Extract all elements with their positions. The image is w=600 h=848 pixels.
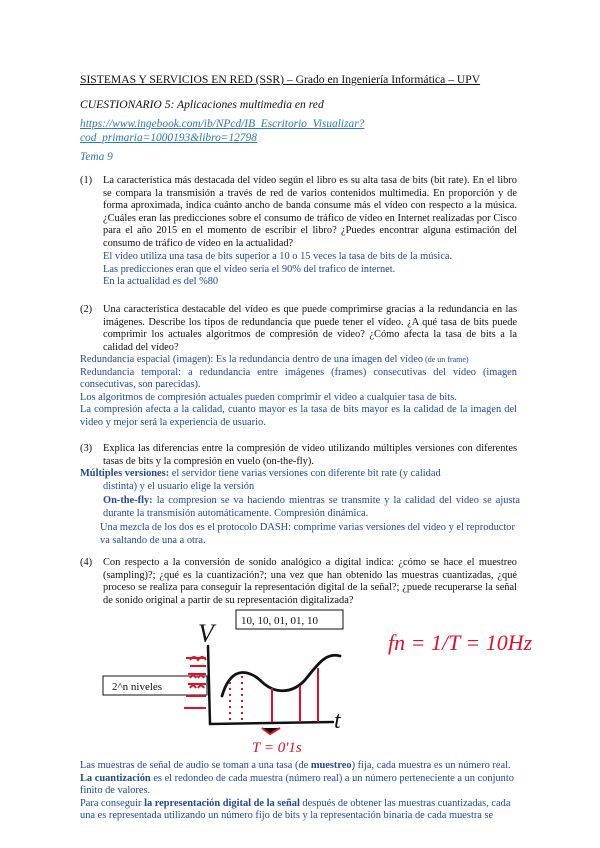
- answer-4-sampling: Las muestras de señal de audio se toman a una tasa (de muestreo) fija, cada muestra es un número real.: [80, 760, 511, 771]
- answer-1-line: En la actualidad es del %80: [103, 276, 219, 288]
- frequency-annotation: fn = 1/T = 10Hz: [388, 630, 533, 655]
- analog-signal-curve: [222, 655, 340, 696]
- question-2-text: Una característica destacable del vídeo es que puede comprimirse gracias a la redundancia en las imágenes. Describe los tipos de redundancia que puede tener el vídeo. ¿A qué tasa de bits puede comprimir los actuales algoritmos de compresión de vídeo? ¿Cómo afecta la tasa de bits a la calidad del vídeo?: [103, 304, 517, 353]
- question-2-number: (2): [80, 304, 93, 315]
- question-3: [80, 443, 517, 468]
- levels-box-text: 2^n niveles: [112, 681, 163, 693]
- question-1-number: (1): [80, 175, 93, 186]
- answer-1-line: Las predicciones eran que el video seria el 90% del trafico de internet.: [103, 263, 396, 275]
- period-annotation: T = 0'1s: [252, 740, 302, 756]
- question-2: [80, 304, 517, 354]
- bits-box-text: 10, 10, 01, 01, 10: [241, 615, 318, 627]
- answer-4: [80, 760, 520, 823]
- course-header: [80, 73, 480, 86]
- answer-3-dash: Una mezcla de los dos es el protocolo DASH: comprime varias versiones del video y el reproductor va saltando de una a otra.: [100, 522, 515, 546]
- answer-3-multi: Múltiples versiones: el servidor tiene varias versiones con diferente bit rate (y calidad: [80, 468, 441, 479]
- hand-v-label: V: [198, 619, 214, 648]
- course-title: SISTEMAS Y SERVICIOS EN RED (SSR): [80, 73, 285, 86]
- question-1: [80, 175, 517, 251]
- answer-3-onthefly: On-the-fly: la compresion se va haciendo mientras se transmite y la calidad del video se ajusta durante la transmisión automáticamente. Compresión dinámica.: [103, 495, 520, 519]
- answer-4-quantization: La cuantización es el redondeo de cada muestra (número real) a un número perteneciente a un conjunto finito de valores.: [80, 772, 514, 797]
- answer-2-quality: La compresión afecta a la calidad, cuanto mayor es la tasa de bits mayor es la calidad de la imagen del video y mejor será la experiencia de usuario.: [80, 404, 517, 428]
- answer-1: [103, 251, 523, 289]
- question-4-text: Con respecto a la conversión de sonido analógico a digital indica: ¿cómo se hace el muestreo (sampling)?; ¿qué es la cuantización?; una vez que han obtenido las muestras cuantizadas, ¿qué proceso se realiza para conseguir la representación digital de la señal?; ¿puede recuperarse la señal de sonido original a partir de su representación digitalizada?: [103, 557, 517, 606]
- answer-2-temporal: Redundancia temporal: a redundancia entre imágenes (frames) consecutivas del vídeo (imagen consecutivas, son parecidas).: [80, 366, 517, 391]
- question-4-number: (4): [80, 557, 93, 568]
- tema-label: Tema 9: [80, 151, 113, 163]
- answer-3: [80, 468, 520, 548]
- answer-2-algorithms: Los algoritmos de compresión actuales pueden comprimir el video a cualquier tasa de bits.: [80, 391, 457, 403]
- answer-2: [80, 354, 517, 430]
- book-link[interactable]: https://www.ingebook.com/ib/NPcd/IB_Escritorio_Visualizar?cod_primaria=1000193&libro=12798: [80, 118, 365, 144]
- hand-t-label: t: [334, 708, 341, 734]
- answer-1-line: El video utiliza una tasa de bits superior a 10 o 15 veces la tasa de bits de la música.: [103, 251, 453, 262]
- question-3-number: (3): [80, 443, 93, 454]
- course-degree: – Grado en Ingeniería Informática – UPV: [284, 73, 481, 86]
- question-3-text: Explica las diferencias entre la compresión de vídeo utilizando múltiples versiones con diferentes tasas de bits y la compresión en vuelo (on-the-fly).: [103, 443, 517, 467]
- quiz-title: CUESTIONARIO 5: Aplicaciones multimedia en red: [80, 98, 324, 111]
- sampling-sketch: [0, 600, 600, 760]
- answer-2-spatial: Redundancia espacial (imagen): Es la redundancia dentro de una imagen del vídeo (de un frame): [80, 354, 469, 365]
- answer-3-multi-cont: distinta) y el usuario elige la versión: [103, 480, 255, 492]
- quantization-levels-icon: [184, 657, 206, 708]
- question-1-text: La característica más destacada del vídeo según el libro es su alta tasa de bits (bit rate). En el libro se compara la transmisión a través de red de varios contenidos multimedia. En proporción y de forma aproximada, indica cuánto ancho de banda consume más el vídeo con respecto a la música. ¿Cuáles eran las predicciones sobre el consumo de tráfico de vídeo en Internet realizadas por Cisco para el año 2015 en el momento de escribir el libro? ¿Puedes encontrar alguna estimación del consumo de tráfico de vídeo en la actualidad?: [103, 175, 517, 249]
- answer-4-digital: Para conseguir la representación digital de la señal después de obtener las muestras cuantizadas, cada una es representada utilizando un número fijo de bits y la representación binaria de cada muestra se: [80, 797, 511, 822]
